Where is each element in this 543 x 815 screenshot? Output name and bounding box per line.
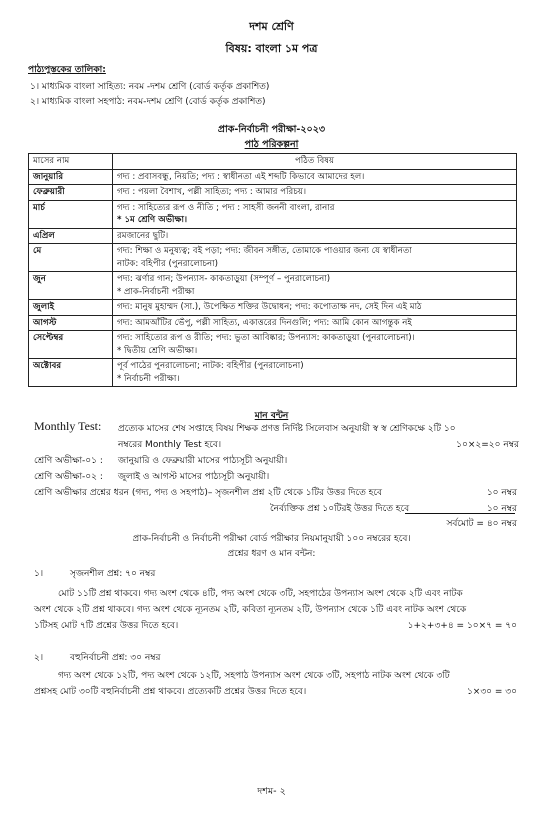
mcq-number: ২। bbox=[34, 653, 44, 663]
table-row bbox=[29, 331, 517, 359]
topic-cell bbox=[113, 315, 517, 331]
monthly-test-calc: ১০×২=২০ নম্বর bbox=[456, 440, 519, 450]
month-cell: মে bbox=[29, 244, 113, 272]
table-header-row bbox=[29, 154, 517, 170]
topic-cell bbox=[113, 244, 517, 272]
table-row bbox=[29, 228, 517, 244]
topic-cell bbox=[113, 359, 517, 387]
col-month-header: মাসের নাম bbox=[29, 154, 113, 170]
book-item-1: ১। মাধ্যমিক বাংলা সাহিত্য: নবম -দশম শ্রেণি (বোর্ড কর্তৃক প্রকাশিত) bbox=[30, 82, 270, 92]
assessment-note: * প্রাক-নির্বাচনী পরীক্ষা bbox=[117, 286, 195, 297]
table-row bbox=[29, 169, 517, 185]
topic-line: গদ্য: শিক্ষা ও মনুষ্যত্ব; বই পড়া; পদ্য: জীবন সঙ্গীত, তোমাকে পাওয়ার জন্য যে স্বাধীনতা bbox=[117, 246, 412, 256]
mcq-line2: প্রশ্নসহ মোট ৩০টি বহুনির্বাচনী প্রশ্ন থাকবে। প্রত্যেকটি প্রশ্নের উত্তর দিতে হবে। bbox=[34, 687, 307, 697]
assessment-note: * ১ম শ্রেণি অভীক্ষা। bbox=[117, 215, 188, 225]
plan-title: পাঠ পরিকল্পনা bbox=[244, 139, 299, 150]
assessment-2-text: জুলাই ও আগস্ট মাসের পাঠ্যসূচী অনুযায়ী। bbox=[118, 472, 270, 482]
lesson-plan-table bbox=[28, 153, 517, 387]
topic-line: পূর্ব পাঠের পুনরালোচনা; নাটক: বহিপীর (পুনরালোচনা) bbox=[117, 361, 304, 371]
topic-line: গদ্য: সাহিত্যের রূপ ও রীতি; পদ্য: ভুতা আবিষ্কার; উপন্যাস: কাকতাড়ুয়া (পুনরালোচনা)। bbox=[117, 333, 415, 343]
mcq-marks: ১০ নম্বর bbox=[486, 504, 517, 514]
pattern-heading: প্রশ্নের ধরণ ও মান বন্টন: bbox=[227, 549, 316, 559]
month-cell: অক্টোবর bbox=[29, 359, 113, 387]
exam-title: প্রাক-নির্বাচনী পরীক্ষা-২০২৩ bbox=[217, 124, 326, 135]
topic-cell bbox=[113, 228, 517, 244]
month-cell: এপ্রিল bbox=[29, 228, 113, 244]
total-rule bbox=[405, 513, 515, 514]
mcq-line1: গদ্য অংশ থেকে ১২টি, পদ্য অংশ থেকে ১২টি, সহপাঠ উপন্যাস অংশ থেকে ৩টি, সহপাঠ নাটক অংশ থেকে ৩টি bbox=[58, 671, 450, 681]
page-number: দশম- ২ bbox=[257, 786, 286, 797]
monthly-test-line1: প্রত্যেক মাসের শেষ সপ্তাহে বিষয় শিক্ষক প্রণত্ত নির্দিষ্ট সিলেবাস অনুযায়ী স্ব স্ব শ্রেণিকক্ষে ২টি ১০ bbox=[118, 424, 456, 434]
table-row bbox=[29, 185, 517, 201]
col-topic-header: পঠিত বিষয় bbox=[113, 154, 517, 170]
month-cell: জানুয়ারি bbox=[29, 169, 113, 185]
table-row bbox=[29, 200, 517, 228]
class-title: দশম শ্রেণি bbox=[249, 20, 294, 33]
creative-line3: ১টিসহ মোট ৭টি প্রশ্নের উত্তর দিতে হবে। bbox=[34, 621, 179, 631]
question-type-line: শ্রেণি অভীক্ষার প্রশ্নের ধরন (গদ্য, পদ্য ও সহপাঠ)– সৃজনশীল প্রশ্ন ২টি থেকে ১টির উত্তর দিতে হবে bbox=[34, 488, 383, 498]
books-heading: পাঠ্যপুস্তকের তালিকা: bbox=[28, 65, 106, 75]
marks-heading: মান বন্টন bbox=[254, 411, 289, 421]
assessment-1-text: জানুয়ারি ও ফেব্রুয়ারী মাসের পাঠ্যসূচী অনুযায়ী। bbox=[118, 456, 288, 466]
topic-line: গদ্য : পয়লা বৈশাখ, পল্লী সাহিত্য; পদ্য : আমার পরিচয়। bbox=[117, 187, 307, 197]
assessment-note: * দ্বিতীয় শ্রেণি অভীক্ষা। bbox=[117, 345, 198, 356]
topic-line: গদ্য: মানুষ মুহাম্মদ (সা.), উপেক্ষিত শক্তির উদ্বোধন; পদ্য: কপোতাক্ষ নদ, সেই দিন এই মাঠ bbox=[117, 302, 422, 312]
total-marks: সর্বমোট = ৪০ নম্বর bbox=[446, 519, 517, 529]
mcq-calc: ১×৩০ = ৩০ bbox=[466, 687, 517, 697]
topic-line: গদ্য : সাহিত্যের রূপ ও নীতি ; পদ্য : সাহসী জননী বাংলা, রানার bbox=[117, 202, 335, 213]
table-row bbox=[29, 300, 517, 316]
topic-cell bbox=[113, 300, 517, 316]
topic-cell bbox=[113, 272, 517, 300]
topic-cell bbox=[113, 200, 517, 228]
month-cell: মার্চ bbox=[29, 200, 113, 228]
topic-line: রমজানের ছুটি। bbox=[117, 230, 169, 241]
month-cell: সেপ্টেম্বর bbox=[29, 331, 113, 359]
subject-title: বিষয়: বাংলা ১ম পত্র bbox=[225, 42, 318, 55]
mcq-title: বহুনির্বাচনী প্রশ্ন: ৩০ নম্বর bbox=[70, 653, 161, 663]
creative-line1: মোট ১১টি প্রশ্ন থাকবে। গদ্য অংশ থেকে ৪টি, পদ্য অংশ থেকে ৩টি, সহপাঠের উপন্যাস অংশ থেকে ২টি এবং নাটক bbox=[58, 589, 463, 599]
creative-marks: ১০ নম্বর bbox=[486, 488, 517, 498]
creative-title: সৃজনশীল প্রশ্ন: ৭০ নম্বর bbox=[70, 569, 156, 579]
topic-line: গদ্য: আমআঁটির ভেঁপু, পল্লী সাহিত্য, একাত্তরের দিনগুলি; পদ্য: আমি কোন আগন্তুক নই bbox=[117, 317, 412, 328]
table-row bbox=[29, 359, 517, 387]
table-row bbox=[29, 272, 517, 300]
month-cell: জুন bbox=[29, 272, 113, 300]
topic-cell bbox=[113, 185, 517, 201]
creative-number: ১। bbox=[34, 569, 44, 579]
assessment-1-label: শ্রেণি অভীক্ষা-০১ : bbox=[34, 456, 103, 466]
creative-line2: অংশ থেকে ২টি প্রশ্ন থাকবে। গদ্য অংশ থেকে ন্যূনতম ২টি, কবিতা ন্যূনতম ২টি, উপন্যাস থেকে ১টি এবং নাটক অংশ থেকে bbox=[34, 605, 467, 615]
table-row bbox=[29, 315, 517, 331]
table-row bbox=[29, 244, 517, 272]
month-cell: আগস্ট bbox=[29, 315, 113, 331]
month-cell: ফেব্রুয়ারী bbox=[29, 185, 113, 201]
creative-calc: ১+২+৩+৪ = ১০×৭ = ৭০ bbox=[407, 621, 517, 631]
month-cell: জুলাই bbox=[29, 300, 113, 316]
topic-line: গদ্য : প্রবাসবন্ধু, নিয়তি; পদ্য : স্বাধীনতা এই শব্দটি কিভাবে আমাদের হল। bbox=[117, 171, 365, 182]
monthly-test-line2: নম্বরের Monthly Test হবে। bbox=[118, 440, 222, 450]
topic-cell bbox=[113, 331, 517, 359]
assessment-2-label: শ্রেণি অভীক্ষা-০২ : bbox=[34, 472, 103, 482]
mcq-line: নৈর্ব্যক্তিক প্রশ্ন ১০টিরই উত্তর দিতে হবে bbox=[270, 504, 410, 514]
book-item-2: ২। মাধ্যমিক বাংলা সহপাঠ: নবম-দশম শ্রেণি (বোর্ড কর্তৃক প্রকাশিত) bbox=[30, 97, 266, 107]
assessment-note: * নির্বাচনী পরীক্ষা। bbox=[117, 373, 180, 384]
topic-line: নাটক: বহিপীর (পুনরালোচনা) bbox=[117, 258, 218, 269]
monthly-test-label: Monthly Test: bbox=[34, 419, 102, 433]
topic-cell bbox=[113, 169, 517, 185]
topic-line: পদ্য: ঝর্ণার গান; উপন্যাস- কাকতাড়ুয়া (সম্পূর্ণ – পুনরালোচনা) bbox=[117, 274, 331, 284]
board-note: প্রাক-নির্বাচনী ও নির্বাচনী পরীক্ষা বোর্ড পরীক্ষার নিয়মানুযায়ী ১০০ নম্বরের হবে। bbox=[132, 534, 411, 544]
